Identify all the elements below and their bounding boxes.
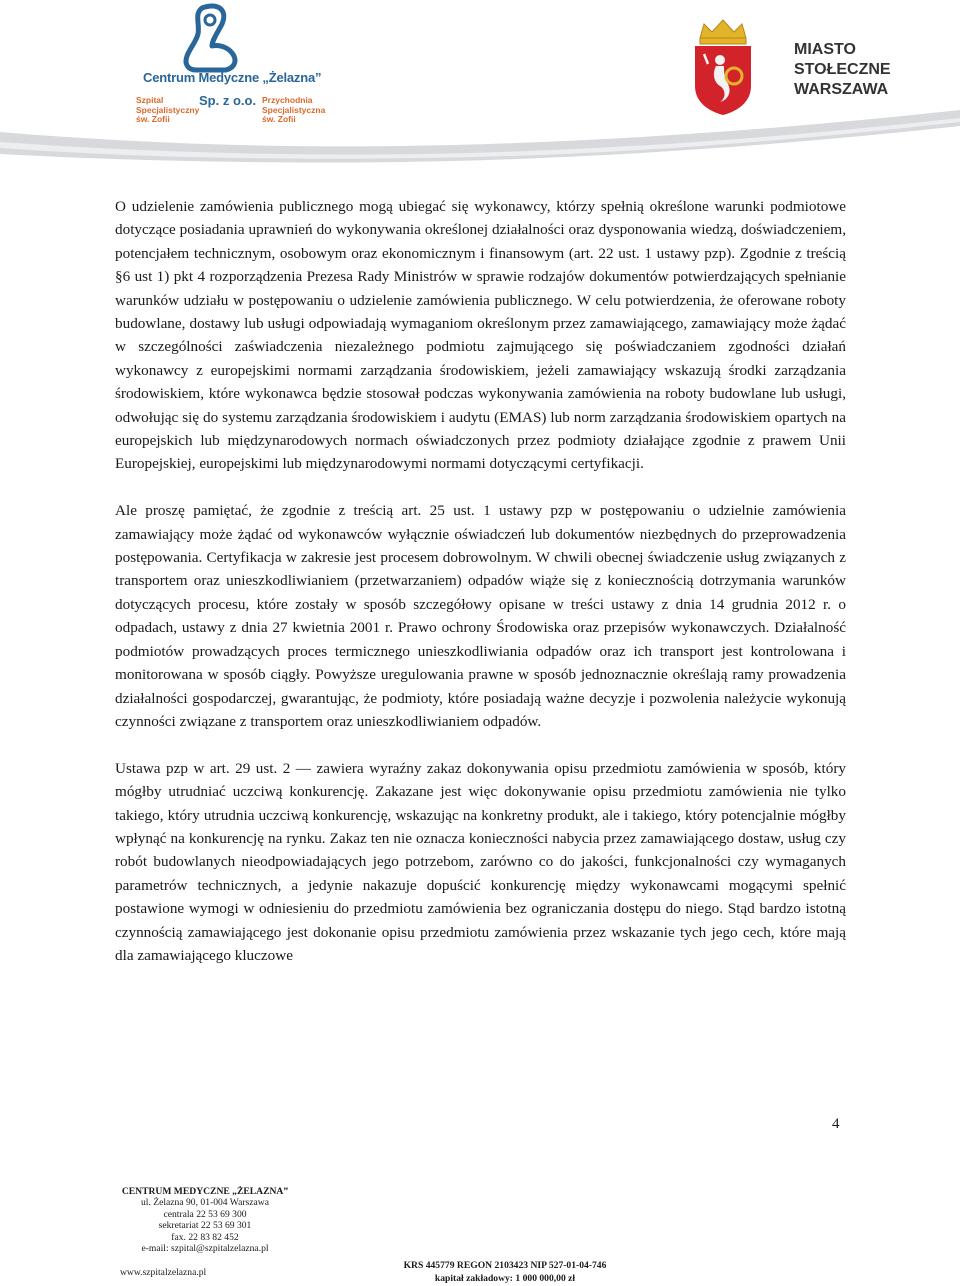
company-form: Sp. z o.o. — [199, 93, 257, 108]
footer-company-name: CENTRUM MEDYCZNE „ŻELAZNA” — [121, 1186, 289, 1197]
paragraph: Ale proszę pamiętać, że zgodnie z treścią art. 25 ust. 1 ustawy pzp w postępowaniu o udzielnie zamówienia zamawiający może żądać od wykonawców wyłącznie oświadczeń lub dokumentów niezbędnych do przeprowadzenia postępowania. Certyfikacja w zakresie jest procesem dobrowolnym. W chwili obecnej świadczenie usług związanych z transportem oraz unieszkodliwianiem (przetwarzaniem) odpadów wiąże się z koniecznością dotrzymania warunków dotyczących procesu, które zostały w sposób szczegółowy opisane w treści ustawy z dnia 14 grudnia 2012 r. o odpadach, ustawy z dnia 27 kwietnia 2001 r. Prawo ochrony Środowiska oraz przepisów wykonawczych. Działalność podmiotów prowadzących proces termicznego unieszkodliwiania odpadów oraz ich transport jest kontrolowana i monitorowana w sposób ciągły. Powyższe uregulowania prawne w sposób jednoznacznie określają ramy prowadzenia działalności gospodarczej, gwarantując, że podmioty, które posiadają ważne decyzje i pozwolenia należycie wykonują czynności związane z transportem oraz unieszkodliwianiem odpadów. — [115, 502, 846, 730]
footer-address-block — [120, 1186, 290, 1254]
footer-registry-info — [380, 1260, 630, 1285]
footer-registry-numbers: KRS 445779 REGON 2103423 NIP 527-01-04-746 — [403, 1260, 607, 1271]
paragraph: Ustawa pzp w art. 29 ust. 2 — zawiera wyraźny zakaz dokonywania opisu przedmiotu zamówienia w sposób, który mógłby utrudniać uczciwą konkurencję. Zakazane jest więc dokonywanie opisu przedmiotu zamówienia nie tylko takiego, który utrudnia uczciwą konkurencję, wskazując na konkretny produkt, ale i takiego, który potencjalnie mógłby wpłynąć na konkurencję na rynku. Zakaz ten nie oznacza konieczności nabycia przez zamawiającego dostaw, usług czy robót budowlanych nieodpowiadających jego potrzebom, zarówno co do jakości, funkcjonalności czy wymaganych parametrów technicznych, a jedynie nakazuje dopuścić konkurencję między wykonawcami mogącymi spełnić postawione wymogi w odniesieniu do przedmiotu zamówienia bez ograniczania dostępu do niego. Stąd bardzo istotną czynnością zamawiającego jest dokonanie opisu przedmiotu zamówienia przez wskazanie tych jego cech, które mają dla zamawiającego kluczowe — [115, 759, 846, 964]
warsaw-coat-of-arms-icon — [690, 16, 756, 116]
page-number: 4 — [832, 1116, 840, 1132]
footer-share-capital: kapitał zakładowy: 1 000 000,00 zł — [434, 1272, 576, 1284]
document-header — [0, 0, 960, 175]
footer-phone-secretariat: sekretariat 22 53 69 301 — [158, 1220, 252, 1232]
paragraph: O udzielenie zamówienia publicznego mogą ubiegać się wykonawcy, którzy spełnią określone warunki podmiotowe dotyczące posiadania uprawnień do wykonywania określonej działalności oraz dysponowania wiedzą, doświadczeniem, potencjałem technicznym, osobowym oraz ekonomicznym i finansowym (art. 22 ust. 1 ustawy pzp). Zgodnie z treścią §6 ust 1) pkt 4 rozporządzenia Prezesa Rady Ministrów w sprawie rodzajów dokumentów potwierdzających spełnianie warunków udziału w postępowaniu o udzielenie zamówienia publicznego. W celu potwierdzenia, że oferowane roboty budowlane, dostawy lub usługi odpowiadają wymaganiom określonym przez zamawiającego, zamawiający może żądać w szczególności zaświadczenia niezależnego podmiotu zajmującego się poświadczaniem zgodności działań wykonawcy z europejskimi normami zarządzania środowiskiem, jeżeli zamawiający wskazują środki zarządzania środowiskiem, które wykonawca będzie stosował podczas wykonywania zamówienia na roboty budowlane lub usługi, odwołując się do systemu zarządzania środowiskiem i audytu (EMAS) lub norm zarządzania środowiskiem opartych na europejskich lub międzynarodowych normach oświadczonych przez podmioty działające zgodnie z prawem Unii Europejskiej, europejskimi lub międzynarodowymi normami dotyczącymi certyfikacji. — [115, 198, 846, 473]
footer-phone-central: centrala 22 53 69 300 — [163, 1208, 247, 1220]
footer-fax: fax. 22 83 82 452 — [171, 1231, 239, 1243]
footer-website-link[interactable]: www.szpitalzelazna.pl — [120, 1267, 207, 1278]
footer-email[interactable]: e-mail: szpital@szpitalzelazna.pl — [141, 1243, 269, 1255]
footer-street-address: ul. Żelazna 90, 01-004 Warszawa — [141, 1197, 269, 1209]
document-body — [115, 195, 846, 967]
city-name-label: MIASTO STOŁECZNE WARSZAWA — [794, 41, 891, 98]
medical-center-name: Centrum Medyczne „Żelazna” — [143, 70, 322, 85]
clinic-unit-label: Przychodnia Specjalistyczna św. Zofii — [262, 95, 326, 124]
hospital-unit-label: Szpital Specjalistyczny św. Zofii — [136, 95, 200, 124]
